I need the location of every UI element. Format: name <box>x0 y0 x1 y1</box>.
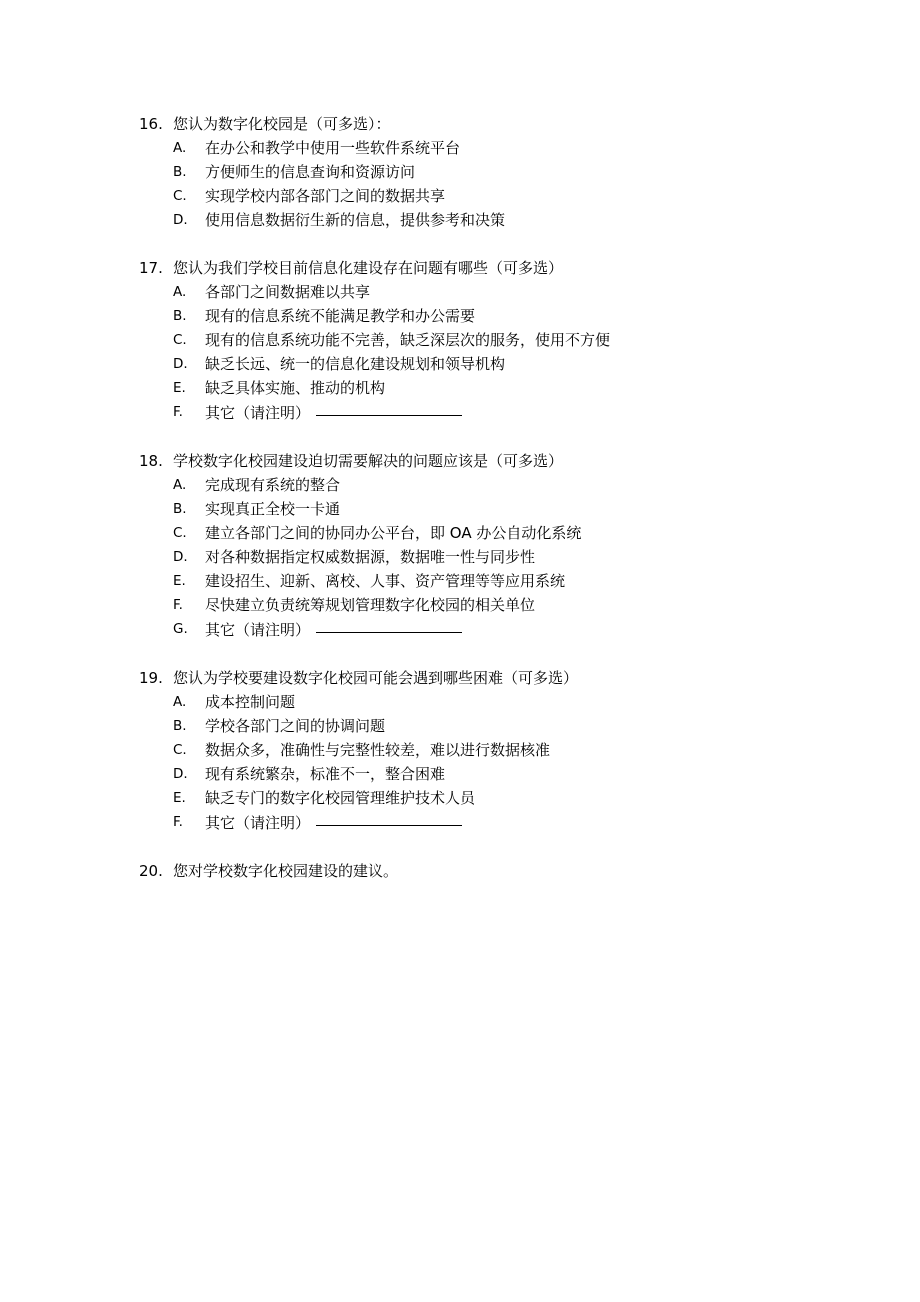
option-letter: B. <box>173 308 187 324</box>
option-letter: A. <box>173 477 187 493</box>
option-letter: F. <box>173 404 183 420</box>
option-text: 缺乏专门的数字化校园管理维护技术人员 <box>205 789 476 807</box>
question-number: 18. <box>139 452 163 470</box>
option-text: 现有的信息系统不能满足教学和办公需要 <box>205 307 476 325</box>
option-text: 数据众多，准确性与完整性较差，难以进行数据核准 <box>205 741 551 759</box>
fill-in-blank[interactable] <box>316 400 462 416</box>
question-number: 16. <box>139 115 163 133</box>
option-letter: D. <box>173 356 188 372</box>
option-text-with-blank <box>205 810 462 835</box>
option-text: 对各种数据指定权威数据源，数据唯一性与同步性 <box>205 548 536 566</box>
option-letter: E. <box>173 790 186 806</box>
option-text: 其它（请注明） <box>205 814 311 832</box>
question-text: 您认为我们学校目前信息化建设存在问题有哪些（可多选） <box>173 259 564 277</box>
option-text: 现有的信息系统功能不完善，缺乏深层次的服务，使用不方便 <box>205 331 611 349</box>
option-text: 使用信息数据衍生新的信息，提供参考和决策 <box>205 211 506 229</box>
option-text: 现有系统繁杂，标准不一，整合困难 <box>205 765 446 783</box>
option-text: 建立各部门之间的协同办公平台，即 OA 办公自动化系统 <box>205 524 582 542</box>
question-text: 学校数字化校园建设迫切需要解决的问题应该是（可多选） <box>173 452 564 470</box>
fill-in-blank[interactable] <box>316 810 462 826</box>
option-letter: B. <box>173 718 187 734</box>
option-text: 完成现有系统的整合 <box>205 476 341 494</box>
option-text: 实现学校内部各部门之间的数据共享 <box>205 187 446 205</box>
option-letter: F. <box>173 814 183 830</box>
question-text: 您认为学校要建设数字化校园可能会遇到哪些困难（可多选） <box>173 669 579 687</box>
option-text: 其它（请注明） <box>205 404 311 422</box>
option-letter: C. <box>173 525 187 541</box>
question-number: 17. <box>139 259 163 277</box>
option-letter: B. <box>173 501 187 517</box>
option-text: 方便师生的信息查询和资源访问 <box>205 163 416 181</box>
option-text: 成本控制问题 <box>205 693 296 711</box>
option-letter: D. <box>173 212 188 228</box>
option-letter: E. <box>173 573 186 589</box>
option-letter: D. <box>173 766 188 782</box>
option-letter: C. <box>173 742 187 758</box>
option-text: 实现真正全校一卡通 <box>205 500 341 518</box>
option-text: 缺乏具体实施、推动的机构 <box>205 379 386 397</box>
option-text: 各部门之间数据难以共享 <box>205 283 371 301</box>
option-letter: A. <box>173 140 187 156</box>
option-letter: A. <box>173 284 187 300</box>
option-text: 其它（请注明） <box>205 621 311 639</box>
option-text: 建设招生、迎新、离校、人事、资产管理等等应用系统 <box>205 572 566 590</box>
question-number: 19. <box>139 669 163 687</box>
option-text: 缺乏长远、统一的信息化建设规划和领导机构 <box>205 355 506 373</box>
option-text-with-blank <box>205 400 462 425</box>
option-letter: E. <box>173 380 186 396</box>
option-letter: C. <box>173 188 187 204</box>
question-text: 您对学校数字化校园建设的建议。 <box>173 862 399 880</box>
option-letter: C. <box>173 332 187 348</box>
option-text: 在办公和教学中使用一些软件系统平台 <box>205 139 461 157</box>
option-text: 尽快建立负责统筹规划管理数字化校园的相关单位 <box>205 596 536 614</box>
question-number: 20. <box>139 862 163 880</box>
option-text-with-blank <box>205 617 462 642</box>
option-letter: D. <box>173 549 188 565</box>
option-letter: F. <box>173 597 183 613</box>
option-letter: B. <box>173 164 187 180</box>
question-text: 您认为数字化校园是（可多选）： <box>173 115 391 133</box>
option-letter: G. <box>173 621 188 637</box>
option-text: 学校各部门之间的协调问题 <box>205 717 386 735</box>
option-letter: A. <box>173 694 187 710</box>
fill-in-blank[interactable] <box>316 617 462 633</box>
